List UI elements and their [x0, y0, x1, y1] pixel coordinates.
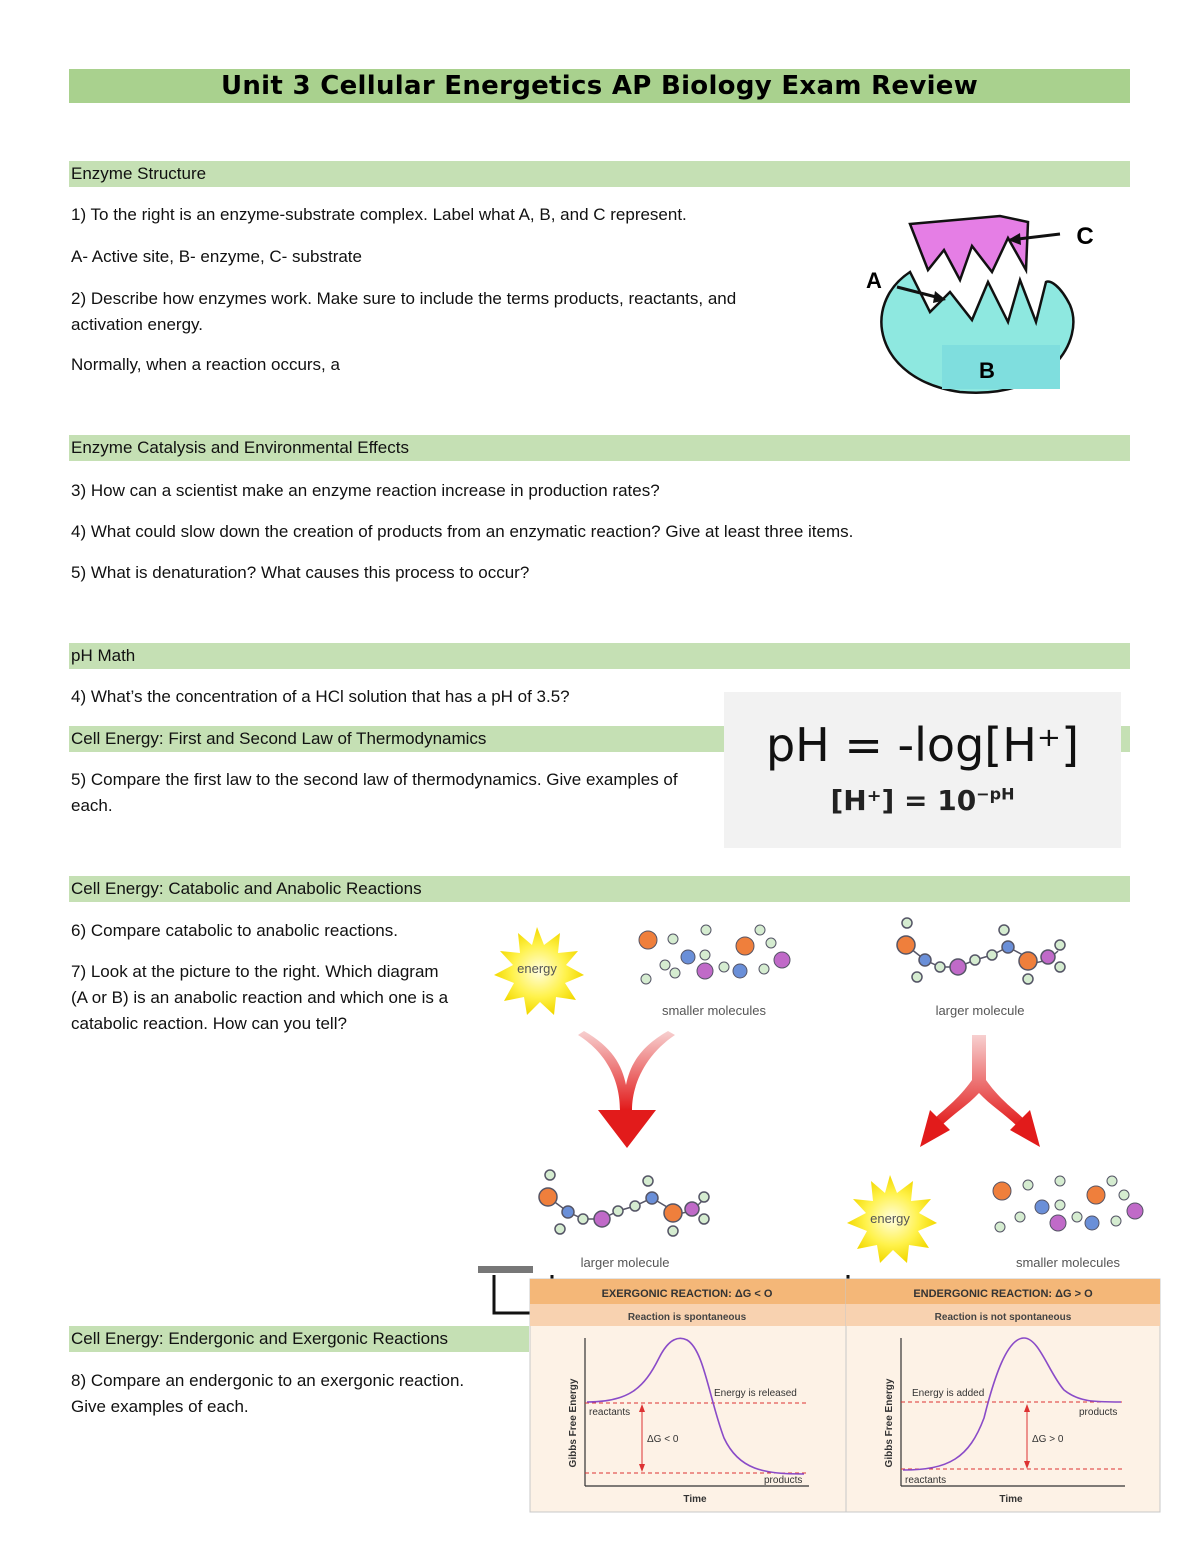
smaller-molecules-label-bottom: smaller molecules — [1015, 1255, 1121, 1270]
endergonic-xlabel: Time — [999, 1494, 1023, 1505]
substrate-shape — [910, 216, 1028, 280]
smaller-molecules-label-top: smaller molecules — [661, 1003, 767, 1018]
question-6: 6) Compare catabolic to anabolic reactions. — [71, 921, 398, 940]
exergonic-dg: ΔG < 0 — [647, 1434, 679, 1445]
endergonic-reactants: reactants — [905, 1475, 947, 1486]
energy-star-right — [847, 1175, 937, 1263]
h-formula-base: [H⁺] = 10 — [830, 784, 977, 817]
section-heading-endergonic-exergonic: Cell Energy: Endergonic and Exergonic Reactions — [69, 1326, 450, 1352]
energy-star-left — [494, 927, 584, 1015]
converging-arrow — [578, 1031, 675, 1148]
answer-2: Normally, when a reaction occurs, a — [71, 355, 340, 374]
diverging-arrow — [920, 1035, 1040, 1147]
section-heading-ph-math: pH Math — [69, 643, 137, 669]
enzyme-substrate-figure — [850, 210, 1110, 415]
larger-molecule-bottom — [539, 1170, 709, 1236]
exergonic-energy-note: Energy is released — [714, 1388, 797, 1399]
exergonic-title: EXERGONIC REACTION: ΔG < O — [601, 1288, 773, 1300]
question-7: 7) Look at the picture to the right. Which diagram (A or B) is an anabolic reaction and which one is a catabolic reaction. How can you tell? — [71, 962, 449, 1033]
larger-molecule-label-top: larger molecule — [935, 1003, 1025, 1018]
endergonic-products: products — [1079, 1407, 1118, 1418]
question-2: 2) Describe how enzymes work. Make sure to include the terms products, reactants, and activation energy. — [71, 289, 737, 334]
ph-formula: pH = -log[H⁺] — [765, 718, 1080, 772]
question-ph: 4) What’s the concentration of a HCl solution that has a pH of 3.5? — [71, 687, 570, 706]
section-heading-thermodynamics: Cell Energy: First and Second Law of Thermodynamics — [69, 726, 488, 752]
smaller-molecules-bottom — [993, 1176, 1143, 1232]
larger-molecule-label-bottom: larger molecule — [580, 1255, 670, 1270]
exergonic-panel — [530, 1279, 846, 1512]
exergonic-products: products — [764, 1475, 803, 1486]
section-heading-enzyme-structure: Enzyme Structure — [69, 161, 208, 187]
h-formula-exponent: −pH — [976, 784, 1015, 804]
exergonic-xlabel: Time — [683, 1494, 707, 1505]
section-bar — [69, 161, 1130, 187]
smaller-molecules-top — [639, 925, 790, 984]
endergonic-panel — [846, 1279, 1160, 1512]
section-bar — [69, 643, 1130, 669]
question-5: 5) What is denaturation? What causes this process to occur? — [71, 563, 530, 582]
endergonic-title: ENDERGONIC REACTION: ΔG > O — [913, 1288, 1093, 1300]
endergonic-dg: ΔG > 0 — [1032, 1434, 1064, 1445]
section-heading-enzyme-catalysis: Enzyme Catalysis and Environmental Effects — [69, 435, 411, 461]
question-3: 3) How can a scientist make an enzyme reaction increase in production rates? — [71, 481, 660, 500]
exergonic-reactants: reactants — [589, 1407, 631, 1418]
question-1: 1) To the right is an enzyme-substrate complex. Label what A, B, and C represent. — [71, 205, 687, 224]
larger-molecule-top — [897, 918, 1065, 984]
label-c: C — [1076, 223, 1094, 250]
endergonic-subtitle: Reaction is not spontaneous — [934, 1312, 1072, 1323]
question-thermo: 5) Compare the first law to the second law of thermodynamics. Give examples of each. — [71, 770, 678, 815]
question-4: 4) What could slow down the creation of products from an enzymatic reaction? Give at least three items. — [71, 522, 854, 541]
anabolic-catabolic-figure — [480, 905, 1160, 1277]
ph-formula-box — [724, 692, 1121, 848]
enzyme-label-box — [942, 345, 1060, 389]
section-heading-catabolic-anabolic: Cell Energy: Catabolic and Anabolic Reactions — [69, 876, 424, 902]
question-8: 8) Compare an endergonic to an exergonic reaction. Give examples of each. — [71, 1371, 465, 1416]
answer-1: A- Active site, B- enzyme, C- substrate — [71, 247, 362, 266]
endergonic-ylabel: Gibbs Free Energy — [884, 1378, 895, 1468]
exergonic-subtitle: Reaction is spontaneous — [627, 1312, 747, 1323]
energy-label-left: energy — [517, 961, 557, 976]
exergonic-ylabel: Gibbs Free Energy — [568, 1378, 579, 1468]
h-concentration-formula — [724, 784, 1121, 817]
label-a: A — [866, 268, 882, 293]
label-b: B — [979, 358, 995, 383]
gibbs-energy-charts — [529, 1278, 1161, 1513]
endergonic-energy-note: Energy is added — [912, 1388, 985, 1399]
energy-label-right: energy — [870, 1211, 910, 1226]
page-title: Unit 3 Cellular Energetics AP Biology Exam Review — [220, 71, 979, 101]
